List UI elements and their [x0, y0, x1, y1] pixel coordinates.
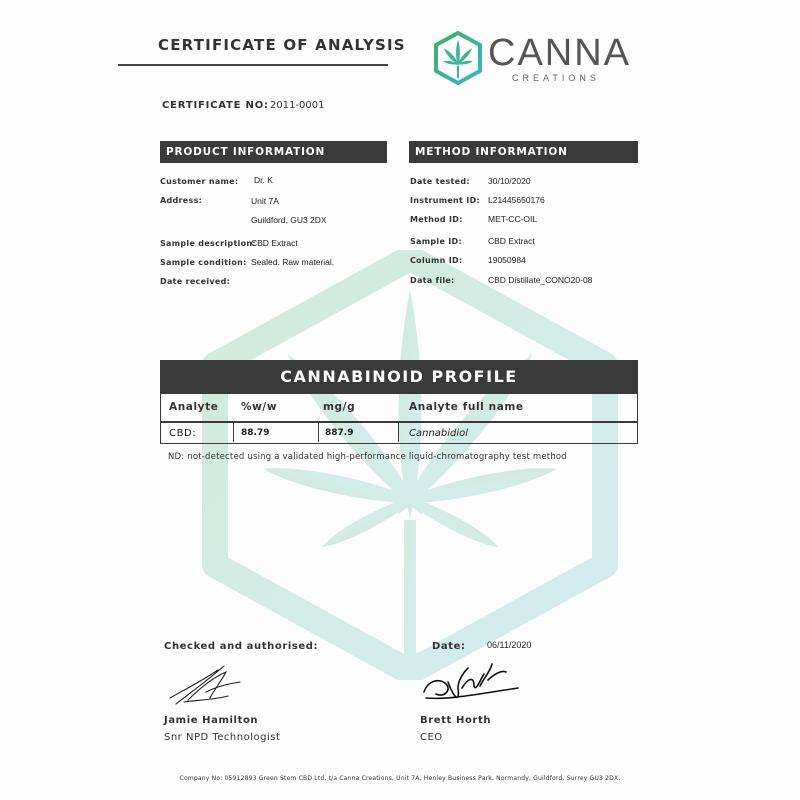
instrument-id-label: Instrument ID: — [410, 196, 480, 205]
signatory-left-role: Snr NPD Technologist — [164, 732, 281, 743]
date-label: Date: — [432, 641, 466, 652]
data-file-label: Data file: — [410, 276, 455, 285]
date-tested-label: Date tested: — [410, 177, 470, 186]
address-line1-value: Unit 7A — [251, 196, 279, 206]
address-line2-value: Guildford, GU3 2DX — [251, 215, 327, 225]
date-received-label: Date received: — [160, 277, 231, 286]
cannabis-watermark-icon — [200, 250, 620, 680]
title-divider — [118, 64, 388, 66]
certificate-number-label: CERTIFICATE NO: — [162, 100, 269, 111]
date-value: 06/11/2020 — [487, 640, 532, 650]
method-information-heading: METHOD INFORMATION — [409, 141, 638, 163]
cannabinoid-profile-table — [160, 394, 638, 444]
method-id-value: MET-CC-OIL — [488, 214, 538, 224]
cannabinoid-profile-heading: CANNABINOID PROFILE — [160, 360, 638, 394]
sample-description-label: Sample description: — [160, 239, 256, 248]
logo-wordmark: CANNA — [488, 32, 632, 74]
table-cell-percent: 88.79 — [241, 428, 270, 438]
column-header-percent-ww: %w/w — [241, 401, 278, 413]
sample-description-value: CBD Extract — [251, 238, 298, 248]
certificate-number-value: 2011-0001 — [270, 100, 325, 111]
logo-subtitle: CREATIONS — [512, 73, 600, 83]
signatory-right-role: CEO — [420, 732, 443, 743]
not-detected-note: ND: not-detected using a validated high-performance liquid-chromatography test method — [168, 452, 567, 462]
sample-condition-value: Sealed. Raw material. — [251, 257, 335, 267]
instrument-id-value: L21445650176 — [488, 195, 545, 205]
leaf-hexagon-icon — [432, 30, 484, 86]
customer-name-value: Dr. K — [254, 175, 273, 185]
signature-brett-horth — [418, 658, 528, 708]
sample-condition-label: Sample condition: — [160, 258, 247, 267]
column-header-analyte-full-name: Analyte full name — [409, 401, 524, 413]
column-header-analyte: Analyte — [169, 401, 219, 413]
address-label: Address: — [160, 196, 203, 205]
checked-authorised-label: Checked and authorised: — [164, 641, 319, 652]
column-id-value: 19050984 — [488, 255, 526, 265]
table-cell-analyte: CBD: — [169, 428, 197, 439]
method-id-label: Method ID: — [410, 215, 463, 224]
signature-jamie-hamilton — [166, 660, 246, 710]
sample-id-label: Sample ID: — [410, 237, 462, 246]
brand-logo — [432, 28, 642, 88]
column-header-mg-g: mg/g — [323, 401, 356, 413]
signatory-left-name: Jamie Hamilton — [164, 715, 259, 726]
page-title: CERTIFICATE OF ANALYSIS — [158, 36, 406, 54]
column-id-label: Column ID: — [410, 256, 463, 265]
product-information-heading: PRODUCT INFORMATION — [160, 141, 387, 163]
customer-name-label: Customer name: — [160, 177, 239, 186]
table-column-divider — [398, 422, 399, 442]
data-file-value: CBD Distillate_CONO20-08 — [488, 275, 593, 285]
company-footer: Company No: 05912893 Green Stem CBD Ltd, t/a Canna Creations, Unit 7A, Henley Business Park, Normandy, Guildford, Surrey GU3 2DX. — [179, 775, 621, 782]
table-cell-mg-g: 887.9 — [325, 428, 354, 438]
signatory-right-name: Brett Horth — [420, 715, 492, 726]
table-cell-full-name: Cannabidiol — [409, 428, 469, 439]
table-column-divider — [233, 422, 234, 442]
sample-id-value: CBD Extract — [488, 236, 535, 246]
table-column-divider — [318, 422, 319, 442]
date-tested-value: 30/10/2020 — [488, 176, 531, 186]
